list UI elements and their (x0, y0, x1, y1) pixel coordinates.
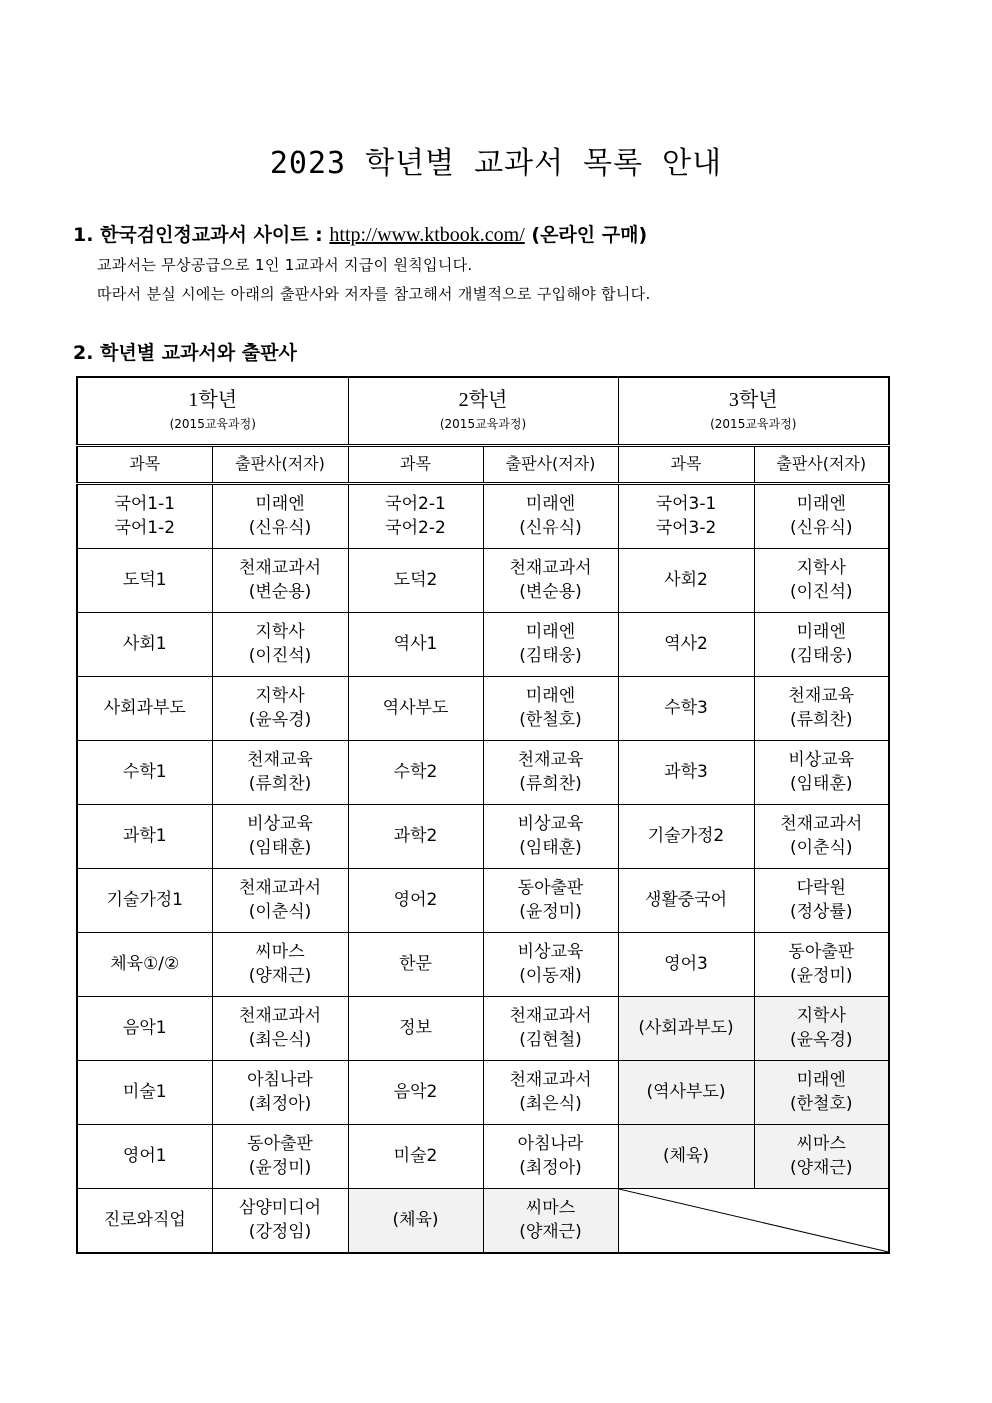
publisher-name: 지학사 (796, 558, 846, 578)
subject-cell: 수학2 (348, 740, 483, 804)
author-name: (변순용) (519, 582, 582, 602)
publisher-cell (212, 868, 348, 932)
author-name: (신유식) (248, 518, 312, 538)
author-name: (윤옥경) (789, 1030, 853, 1050)
publisher-cell (483, 1060, 618, 1124)
subject-cell: (체육) (348, 1188, 483, 1253)
section-1-label: 1. 한국검인정교과서 사이트 : (73, 224, 330, 246)
grade-3-header (618, 377, 889, 445)
publisher-name: 비상교육 (788, 750, 855, 770)
table-row (77, 996, 889, 1060)
subject-name: 국어1-1 (114, 494, 176, 514)
author-name: (윤정미) (789, 966, 853, 986)
publisher-name: 미래엔 (255, 494, 305, 514)
publisher-name: 씨마스 (255, 942, 305, 962)
publisher-cell (212, 1060, 348, 1124)
publisher-cell (483, 996, 618, 1060)
subject-cell: 영어1 (77, 1124, 212, 1188)
curriculum-label: (2015교육과정) (439, 416, 527, 431)
publisher-name: 동아출판 (247, 1134, 313, 1154)
subject-cell: 사회과부도 (77, 676, 212, 740)
publisher-name: 다락원 (796, 878, 846, 898)
publisher-cell (483, 548, 618, 612)
author-name: (최은식) (519, 1094, 582, 1114)
subject-cell: 미술1 (77, 1060, 212, 1124)
publisher-name: 천재교과서 (238, 558, 322, 578)
author-name: (정상률) (789, 902, 853, 922)
author-name: (류희찬) (789, 710, 853, 730)
publisher-name: 미래엔 (796, 622, 846, 642)
grade-name: 1학년 (188, 388, 238, 411)
author-name: (신유식) (519, 518, 582, 538)
publisher-name: 천재교과서 (509, 1070, 592, 1090)
grade-name: 2학년 (458, 388, 508, 411)
publisher-cell (483, 676, 618, 740)
author-name: (이진석) (248, 646, 312, 666)
subject-cell: 체육①/② (77, 932, 212, 996)
publisher-name: 천재교육 (517, 750, 584, 770)
subject-name: 국어3-2 (655, 518, 717, 538)
publisher-header: 출판사(저자) (754, 445, 889, 483)
table-row (77, 804, 889, 868)
subject-cell: 진로와직업 (77, 1188, 212, 1253)
subject-cell (618, 483, 754, 548)
subject-cell: 역사1 (348, 612, 483, 676)
subject-cell: 영어2 (348, 868, 483, 932)
table-row (77, 740, 889, 804)
publisher-name: 아침나라 (517, 1134, 584, 1154)
subject-cell: (역사부도) (618, 1060, 754, 1124)
table-row (77, 1060, 889, 1124)
subject-header: 과목 (348, 445, 483, 483)
publisher-cell (212, 804, 348, 868)
subject-cell: 수학3 (618, 676, 754, 740)
subject-cell: 정보 (348, 996, 483, 1060)
subject-name: 국어3-1 (655, 494, 717, 514)
publisher-cell (483, 868, 618, 932)
subject-header: 과목 (618, 445, 754, 483)
empty-diagonal-cell (618, 1188, 889, 1253)
author-name: (김태웅) (519, 646, 582, 666)
publisher-cell (483, 483, 618, 548)
table-row (77, 676, 889, 740)
subject-cell (348, 483, 483, 548)
publisher-name: 씨마스 (796, 1134, 846, 1154)
author-name: (한철호) (789, 1094, 853, 1114)
publisher-cell (212, 996, 348, 1060)
publisher-name: 천재교과서 (780, 814, 863, 834)
publisher-name: 미래엔 (796, 494, 846, 514)
publisher-name: 비상교육 (517, 814, 584, 834)
publisher-name: 비상교육 (517, 942, 584, 962)
publisher-name: 아침나라 (247, 1070, 313, 1090)
notice-line-1: 교과서는 무상공급으로 1인 1교과서 지급이 원칙입니다. (97, 256, 473, 274)
subject-cell: 영어3 (618, 932, 754, 996)
author-name: (류희찬) (248, 774, 312, 794)
subject-cell: 사회1 (77, 612, 212, 676)
publisher-cell (483, 740, 618, 804)
subject-cell: 사회2 (618, 548, 754, 612)
table-row (77, 868, 889, 932)
subject-cell: 역사2 (618, 612, 754, 676)
subject-cell: 기술가정1 (77, 868, 212, 932)
ktbook-link[interactable]: http://www.ktbook.com/ (329, 224, 525, 246)
publisher-cell (754, 483, 889, 548)
curriculum-label: (2015교육과정) (169, 416, 256, 431)
author-name: (한철호) (519, 710, 582, 730)
publisher-cell (212, 676, 348, 740)
publisher-cell (483, 1188, 618, 1253)
subject-cell: (체육) (618, 1124, 754, 1188)
diagonal-line (619, 1189, 889, 1252)
author-name: (강정임) (248, 1222, 312, 1242)
publisher-name: 동아출판 (517, 878, 584, 898)
publisher-name: 동아출판 (788, 942, 855, 962)
publisher-name: 지학사 (255, 686, 305, 706)
page-title: 2023 학년별 교과서 목록 안내 (269, 146, 723, 181)
author-name: (임태훈) (519, 838, 582, 858)
author-name: (이동재) (519, 966, 582, 986)
publisher-cell (212, 1124, 348, 1188)
author-name: (김현철) (519, 1030, 582, 1050)
publisher-cell (754, 612, 889, 676)
publisher-name: 천재교과서 (238, 1006, 322, 1026)
publisher-cell (483, 1124, 618, 1188)
publisher-cell (212, 612, 348, 676)
subject-cell (77, 483, 212, 548)
publisher-cell (212, 1188, 348, 1253)
grade-2-header (348, 377, 618, 445)
publisher-cell (754, 1060, 889, 1124)
subject-cell: 한문 (348, 932, 483, 996)
publisher-cell (754, 804, 889, 868)
subject-cell: 역사부도 (348, 676, 483, 740)
publisher-header: 출판사(저자) (483, 445, 618, 483)
publisher-name: 지학사 (255, 622, 305, 642)
publisher-cell (483, 932, 618, 996)
author-name: (신유식) (789, 518, 853, 538)
publisher-name: 천재교과서 (509, 1006, 592, 1026)
publisher-name: 삼양미디어 (238, 1198, 322, 1218)
publisher-name: 씨마스 (525, 1198, 576, 1218)
publisher-header: 출판사(저자) (212, 445, 348, 483)
author-name: (이춘식) (789, 838, 853, 858)
author-name: (김태웅) (789, 646, 853, 666)
publisher-name: 천재교과서 (238, 878, 322, 898)
publisher-cell (212, 483, 348, 548)
subject-cell: 기술가정2 (618, 804, 754, 868)
table-row (77, 483, 889, 548)
publisher-name: 미래엔 (525, 686, 576, 706)
grade-header-row (77, 377, 889, 445)
author-name: (류희찬) (519, 774, 582, 794)
publisher-cell (212, 548, 348, 612)
author-name: (윤정미) (519, 902, 582, 922)
publisher-cell (754, 996, 889, 1060)
section-1-suffix: (온라인 구매) (524, 224, 648, 246)
publisher-name: 미래엔 (525, 622, 576, 642)
publisher-name: 천재교육 (247, 750, 313, 770)
author-name: (윤정미) (248, 1158, 312, 1178)
subject-header: 과목 (77, 445, 212, 483)
section-1-heading (73, 220, 647, 247)
table-row (77, 612, 889, 676)
publisher-cell (483, 804, 618, 868)
publisher-name: 비상교육 (247, 814, 313, 834)
publisher-name: 미래엔 (796, 1070, 846, 1090)
author-name: (양재근) (519, 1222, 582, 1242)
subject-cell: 수학1 (77, 740, 212, 804)
subject-cell: 음악1 (77, 996, 212, 1060)
subject-cell: 도덕1 (77, 548, 212, 612)
grade-1-header (77, 377, 348, 445)
author-name: (이진석) (789, 582, 853, 602)
author-name: (최정아) (248, 1094, 312, 1114)
subject-cell: 생활중국어 (618, 868, 754, 932)
publisher-cell (754, 740, 889, 804)
table-row (77, 1124, 889, 1188)
textbook-table (76, 376, 890, 1254)
grade-name: 3학년 (728, 388, 778, 411)
section-2-heading: 2. 학년별 교과서와 출판사 (73, 342, 297, 364)
publisher-cell (754, 548, 889, 612)
publisher-cell (212, 740, 348, 804)
subject-cell: 과학3 (618, 740, 754, 804)
subject-name: 국어2-1 (385, 494, 446, 514)
subject-name: 국어1-2 (114, 518, 176, 538)
column-header-row (77, 445, 889, 483)
publisher-cell (212, 932, 348, 996)
subject-cell: (사회과부도) (618, 996, 754, 1060)
subject-cell: 과학2 (348, 804, 483, 868)
publisher-name: 천재교과서 (509, 558, 592, 578)
publisher-name: 미래엔 (525, 494, 576, 514)
author-name: (임태훈) (789, 774, 853, 794)
subject-cell: 도덕2 (348, 548, 483, 612)
publisher-cell (754, 868, 889, 932)
author-name: (최은식) (248, 1030, 312, 1050)
author-name: (윤옥경) (248, 710, 312, 730)
author-name: (양재근) (248, 966, 312, 986)
author-name: (이춘식) (248, 902, 312, 922)
publisher-cell (483, 612, 618, 676)
table-row (77, 1188, 889, 1253)
subject-cell: 미술2 (348, 1124, 483, 1188)
publisher-name: 지학사 (796, 1006, 846, 1026)
publisher-cell (754, 932, 889, 996)
publisher-cell (754, 676, 889, 740)
subject-cell: 음악2 (348, 1060, 483, 1124)
table-row (77, 932, 889, 996)
subject-cell: 과학1 (77, 804, 212, 868)
notice-line-2: 따라서 분실 시에는 아래의 출판사와 저자를 참고해서 개별적으로 구입해야 합니다. (97, 285, 651, 303)
table-row (77, 548, 889, 612)
publisher-cell (754, 1124, 889, 1188)
curriculum-label: (2015교육과정) (710, 416, 797, 431)
author-name: (최정아) (519, 1158, 582, 1178)
author-name: (변순용) (248, 582, 312, 602)
author-name: (임태훈) (248, 838, 312, 858)
author-name: (양재근) (789, 1158, 853, 1178)
subject-name: 국어2-2 (385, 518, 446, 538)
publisher-name: 천재교육 (788, 686, 855, 706)
